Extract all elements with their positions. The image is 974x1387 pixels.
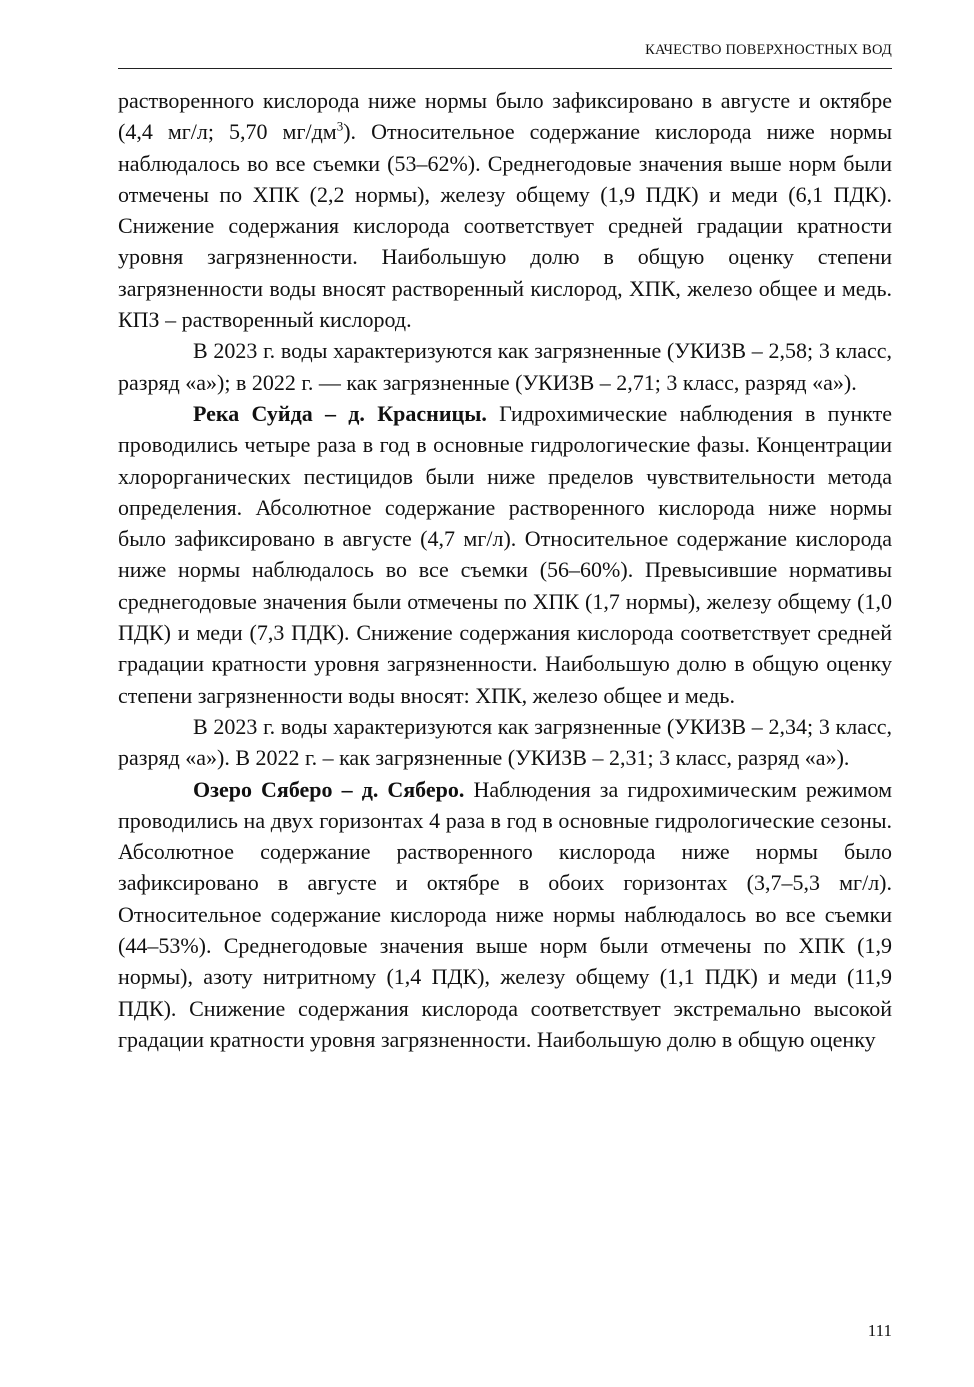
paragraph-text: ). Относительное содержание кислорода ниже нормы наблюдалось во все съемки (53–62%). Среднегодовые значения выше норм были отмечены по ХПК (2,2 нормы), железу общему (1,9 ПДК) и меди (6,1 ПДК). Снижение содержания кислорода соответствует средней градации кратности уровня загрязненности. Наибольшую долю в общую оценку степени загрязненности воды вносят растворенный кислород, ХПК, железо общее и медь. КПЗ – растворенный кислород. <box>118 119 892 333</box>
paragraph-text: В 2023 г. воды характеризуются как загрязненные (УКИЗВ – 2,58; 3 класс, разряд «а»); в 2022 г. — как загрязненные (УКИЗВ – 2,71; 3 класс, разряд «а»). <box>118 338 892 395</box>
paragraph-suida-krasnitsy <box>118 398 892 711</box>
section-lead: Река Суйда – д. Красницы. <box>193 400 487 426</box>
page-number: 111 <box>867 1321 892 1340</box>
section-lead: Озеро Сяберо – д. Сяберо. <box>193 776 465 802</box>
paragraph-lake-syabero <box>118 774 892 1056</box>
paragraph-assessment-suida <box>118 711 892 774</box>
paragraph-assessment-2023 <box>118 335 892 398</box>
paragraph-text: растворенного кислорода ниже нормы было зафиксировано в августе и октябре (4,4 мг/л; 5,70 мг/дм <box>118 88 892 145</box>
header-title: КАЧЕСТВО ПОВЕРХНОСТНЫХ ВОД <box>645 42 892 58</box>
running-header <box>118 38 892 69</box>
paragraph-text: Гидрохимические наблюдения в пункте проводились четыре раза в год в основные гидрологические фазы. Концентрации хлорорганических пестицидов были ниже пределов чувствительности метода определения. Абсолютное содержание растворенного кислорода ниже нормы было зафиксировано в августе (4,7 мг/л). Относительное содержание кислорода ниже нормы наблюдалось во все съемки (56–60%). Превысившие нормативы среднегодовые значения были отмечены по ХПК (1,7 нормы), железу общему (1,0 ПДК) и меди (7,3 ПДК). Снижение содержания кислорода соответствует средней градации кратности уровня загрязненности. Наибольшую долю в общую оценку степени загрязненности воды вносят: ХПК, железо общее и медь. <box>118 400 893 708</box>
paragraph-text: Наблюдения за гидрохимическим режимом проводились на двух горизонтах 4 раза в год в основные гидрологические сезоны. Абсолютное содержание растворенного кислорода ниже нормы было зафиксировано в августе и октябре в обоих горизонтах (3,7–5,3 мг/л). Относительное содержание кислорода ниже нормы наблюдалось во все съемки (44–53%). Среднегодовые значения выше норм были отмечены по ХПК (1,9 нормы), азоту нитритному (1,4 ПДК), железу общему (1,1 ПДК) и меди (11,9 ПДК). Снижение содержания кислорода соответствует экстремально высокой градации кратности уровня загрязненности. Наибольшую долю в общую оценку <box>118 776 892 1052</box>
paragraph-continuation <box>118 85 892 335</box>
superscript: 3 <box>336 118 344 134</box>
paragraph-text: В 2023 г. воды характеризуются как загрязненные (УКИЗВ – 2,34; 3 класс, разряд «а»). В 2022 г. – как загрязненные (УКИЗВ – 2,31; 3 класс, разряд «а»). <box>118 713 892 771</box>
body-text <box>118 85 892 1055</box>
